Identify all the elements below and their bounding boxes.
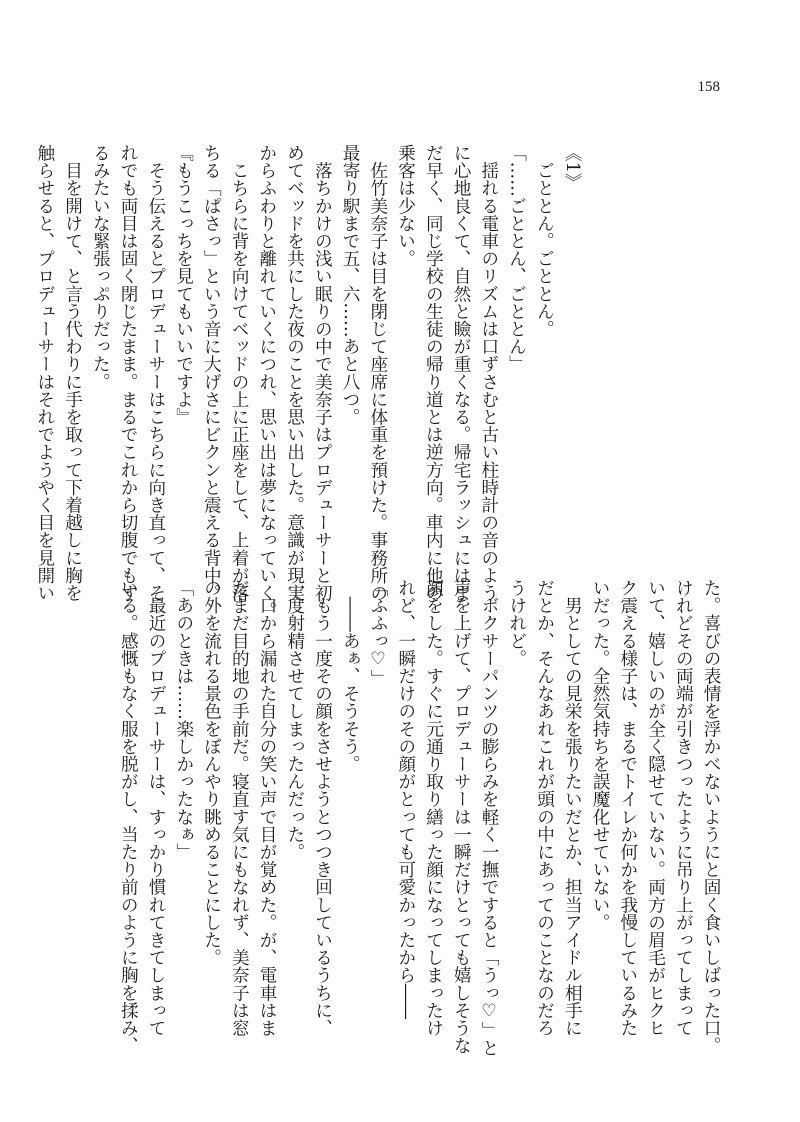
text-line: うけれど。 [506,579,527,667]
text-line: れど、一瞬だけのその顔がとっても可愛かったから―― [395,579,416,1019]
text-line: 声を上げて、プロデューサーは一瞬だけとっても嬉しそうな [451,579,472,1055]
text-line: ボクサーパンツの膨らみを軽く一撫ですると「うっ♡」と [479,579,499,1057]
text-line: いる。感慨もなく服を脱がし、当たり前のように胸を揉み、 [118,579,139,1055]
text-line: の外を流れる景色をぼんやり眺めることにした。 [201,579,222,967]
text-line: めてベッドを共にした夜のことを思い出した。意識が現実 [284,144,305,602]
text-line: 乗客は少ない。 [395,144,416,268]
text-line: 男としての見栄を張りたいだとか、担当アイドル相手に [562,579,583,1037]
text-line: 「あのときは……楽しかったなぁ」 [173,579,194,861]
text-line: ――あぁ、そうそう。 [340,579,361,773]
text-line: ク震える様子は、まるでトイレか何かを我慢しているみた [617,579,638,1037]
text-line: 口から漏れた自分の笑い声で目が覚めた。が、電車はま [257,579,277,1037]
text-line: だ早く、同じ学校の生徒の帰り道とは逆方向。車内に他の [423,144,444,602]
text-line: いだった。全然気持ちを誤魔化せていない。 [590,579,610,931]
text-line: いて、嬉しいのが全く隠せていない。両方の眉毛がヒクヒ [645,579,666,1037]
text-line: 『もうこっちを見てもいいですよ』 [173,144,194,426]
text-line: からふわりと離れていくにつれ、思い出は夢になっていく。 [256,144,277,620]
text-line: 目を開けて、と言う代わりに手を取って下着越しに胸を [62,144,83,602]
text-line: 触らせると、プロデューサーはそれでようやく目を見開い [34,144,55,602]
upper-text-block [34,144,585,620]
text-line: 「……ごととん、ごととん」 [506,144,527,373]
text-line: 「ふふっ♡」 [368,579,388,687]
text-line: けれどその両端が引きつったように吊り上がってしまって [673,579,694,1037]
text-line: 最近のプロデューサーは、すっかり慣れてきてしまって [146,579,166,1037]
text-line: だとか、そんなあれこれが頭の中にあってのことなのだろ [534,579,555,1037]
text-line: 落ちかけの浅い眠りの中で美奈子はプロデューサーと初 [312,144,333,602]
lower-text-block [118,579,724,1057]
text-line: こちらに背を向けてベッドの上に正座をして、上着が落 [229,144,249,602]
text-line: 最寄り駅まで五、六……あと八つ。 [340,144,360,426]
text-line: 佐竹美奈子は目を閉じて座席に体重を預けた。事務所の [367,144,388,602]
text-line: ちる「ぱさっ」という音に大げさにビクンと震える背中。 [201,144,222,602]
text-line: るみたいな緊張っぷりだった。 [90,144,111,391]
text-line: もう一度その顔をさせようとつつき回しているうちに、 [312,579,333,1037]
text-line: 揺れる電車のリズムは口ずさむと古い柱時計の音のよう [478,144,499,602]
text-line: ごととん。ごととん。 [534,144,555,338]
text-line: だまだ目的地の手前だ。寝直す気にもなれず、美奈子は窓 [229,579,250,1037]
text-line: に心地良くて、自然と瞼が重くなる。帰宅ラッシュにはま [451,144,471,602]
chapter-heading: 《1》 [562,144,582,191]
text-line: 一度射精させてしまったんだった。 [284,579,305,861]
text-line: た。喜びの表情を浮かべないようにと固く食いしばった口。 [701,579,721,1055]
page-number: 158 [697,79,720,95]
text-line: 顔をした。すぐに元通り取り繕った顔になってしまったけ [423,579,444,1037]
text-line: そう伝えるとプロデューサーはこちらに向き直って、そ [145,144,166,602]
text-line: れでも両目は固く閉じたまま。まるでこれから切腹でもす [118,144,138,602]
